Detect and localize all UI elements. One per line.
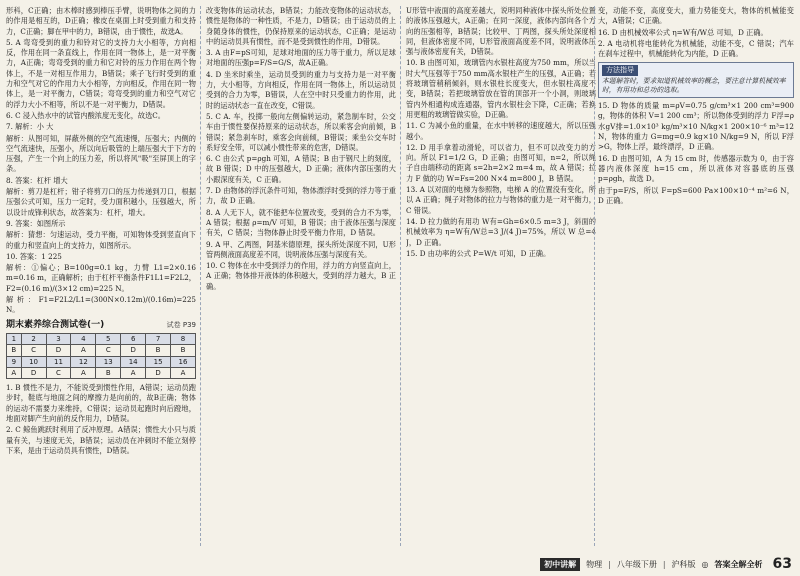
- column-2: [206, 6, 396, 546]
- table-cell: B: [96, 367, 121, 378]
- section-tag: 试卷 P39: [166, 320, 196, 329]
- table-cell: 2: [21, 333, 46, 344]
- brand-label: 初中讲解: [540, 558, 580, 571]
- paragraph: 改变物体的运动状态，B错误；力能改变物体的运动状态，惯性是物体的一种性质，不是力，D错误；由于运动员的上身随身体的惯性，仍保持原来的运动状态，C正确；是运动中的运动员具有惯性，而不是受到惯性的作用，D错误。: [206, 6, 396, 46]
- paragraph: 8. A 人无下人，就不能把车位置改变，受到的合力不为零，A 错误；根据 ρ=m/V 可知，B 错误；由于液体压强与深度有关，C 错误；当物体静止时受平衡力作用，D 错误。: [206, 207, 396, 238]
- table-cell: B: [146, 345, 171, 356]
- table-cell: A: [121, 367, 146, 378]
- paragraph: 7. D 由物体的浮沉条件可知，物体漂浮时受到的浮力等于重力，故 D 正确。: [206, 186, 396, 206]
- tip-title: 方法指导: [602, 65, 638, 75]
- table-cell: A: [7, 367, 22, 378]
- paragraph: 10. B 由图可知，玻璃管内水银柱高度为750 mm，所以当时大气压强等于750 mm高水银柱产生的压强，A正确；若将玻璃管稍稍倾斜，则水银柱长度变大，但水银柱高度不变，B错误；若把玻璃管放在管的顶部开一个小洞，则玻璃管内外相通构成连通器，管内水银柱会下降，C正确；若换用更粗的玻璃管做实验，D正确。: [406, 58, 596, 119]
- table-cell: A: [71, 345, 96, 356]
- table-row: [7, 356, 196, 367]
- table-cell: 7: [146, 333, 171, 344]
- table-cell: A: [171, 367, 196, 378]
- paragraph: 解析：猜想：匀速运动，受力平衡，可知物体受到竖直向下的重力和竖直向上的支持力，如图所示。: [6, 230, 196, 250]
- table-cell: C: [21, 345, 46, 356]
- column-3: [406, 6, 596, 546]
- page-number: 63: [772, 556, 792, 572]
- paragraph: 变，动能不变，高度变大，重力势能变大，物体的机械能变大，A错误；C正确。: [598, 6, 794, 26]
- table-cell: 9: [7, 356, 22, 367]
- separator: |: [662, 559, 666, 569]
- circle-icon: ◎: [701, 559, 709, 569]
- subject-label: 物理: [586, 559, 603, 569]
- paragraph: 10. C 物体在水中受到浮力的作用，浮力的方向竖直向上，A 正确；物体排开液体的体积越大，受到的浮力越大，B 正确。: [206, 261, 396, 291]
- section-heading: [6, 320, 196, 330]
- grade-label: 八年级下册: [616, 559, 657, 569]
- paragraph: 9. 答案：如图所示: [6, 218, 66, 228]
- paragraph: 16. D 由机械效率公式 η=W有/W总 可知，D 正确。: [598, 27, 768, 37]
- edition-label: 沪科版: [671, 559, 696, 569]
- paragraph: U形管中液面的高度差越大，说明同种液体中探头所处位置的液体压强越大，A正确；在同一深度，液体内部向各个方向的压强相等，B错误；比较甲、丁两图，探头所处深度相同，但液体密度不同，U形管液面高度差不同，说明液体压强与液体密度有关，D错误。: [406, 6, 596, 57]
- paragraph: 6. C 浸入热水中的试管内酸浓度无变化，故选C。: [6, 110, 165, 120]
- paragraph: 由于p=F/S，所以 F=pS=600 Pa×100×10⁻⁴ m²=6 N，D 正确。: [598, 185, 794, 205]
- table-cell: B: [7, 345, 22, 356]
- paragraph: 2. A 电动机将电能转化为机械能，动能不变，C 错误；汽车在刹车过程中，机械能转化为内能，D 正确。: [598, 38, 794, 59]
- paragraph: 解析：F1=F2L2/L1=(300N×0.12m)/(0.16m)=225 N。: [6, 295, 196, 315]
- paragraph: 15. D 由功率的公式 P=W/t 可知，D 正确。: [406, 248, 551, 258]
- table-cell: 12: [71, 356, 96, 367]
- table-cell: 14: [121, 356, 146, 367]
- table-cell: D: [121, 345, 146, 356]
- paragraph: 12. D 用手拿着动滑轮，可以省力，但不可以改变力的方向。所以 F1=1/2 G，D 正确；由图可知，n=2，所以绳子自由端移动的距离 s=2h=2×2 m=4 m，故 A 错误；拉力 F 做的功 W=Fs=200 N×4 m=800 J，B 错误。: [406, 142, 596, 183]
- paragraph: 11. C 为减小鱼的重量，在水中转移的速度越大，所以压强越小。: [406, 121, 596, 141]
- paragraph: 6. C 由公式 p=ρgh 可知，A 错误；B 由于钢尺上的刻度，故 B 错误；D 中的压强越大，D 正确；液体内部压强的大小跟深度有关，C 正确。: [206, 154, 396, 184]
- column-divider: [594, 6, 595, 546]
- paragraph: 1. B 惯性不是力，不能说受到惯性作用，A错误；运动员跑步时，鞋底与地面之间的摩擦力是向前的，故B正确；物体的运动不需要力来维持，C错误；运动员起跑时向后蹬地，地面对脚产生向前的反作用力，D错误。: [6, 383, 196, 423]
- paragraph: 形科，C正确；由木棒时感到棒压手臂，说明物体之间的力的作用是相互的，D正确；橡皮在桌面上时受到重力和支持力，C正确；脚在甲中的力，B错误，由于惯性，故选A。: [6, 6, 196, 36]
- table-cell: 15: [146, 356, 171, 367]
- paragraph: 解析：①偏心；B=100g=0.1 kg，力臂 L1=2×0.16 m=0.16 m，正确解析；由于杠杆平衡条件F1L1=F2L2，F2=(0.16 m)/(3×12 cm)=225 N。: [6, 263, 196, 293]
- paragraph: 4. D 坐米时乘坐，运动员受到的重力与支持力是一对平衡力，大小相等，方向相反，作用在同一物体上，所以运动员受到的合力为零，B错误，人在空中时只受重力的作用，此时的运动状态一直在改变，C错误。: [206, 69, 396, 110]
- table-row: [7, 333, 196, 344]
- table-cell: B: [171, 345, 196, 356]
- table-cell: C: [96, 345, 121, 356]
- method-tip-box: [598, 62, 794, 98]
- table-cell: 4: [71, 333, 96, 344]
- paragraph: 5. A 弯弯受到的重力和铃对它的支持力大小相等，方向相反，作用在同一条直线上，作用在同一物体上，是一对平衡力，A正确；弯弯受到的重力和它对铃的压力作用在两个物体上，不是一对相互作用力，B错误；乘子飞行时受到的重力和空气对它的作用力大小相等，方向相反，作用在同一物体上，是一对平衡力，C错误；弯弯受到的重力和空气对它的浮力大小不相等，所以不是一对平衡力，D错误。: [6, 37, 196, 109]
- table-cell: 6: [121, 333, 146, 344]
- paragraph: 7. 解析：小 大: [6, 122, 54, 132]
- table-cell: 10: [21, 356, 46, 367]
- paragraph: 15. D 物体的质量 m=ρV=0.75 g/cm³×1 200 cm³=900 g，物体的体积 V=1 200 cm³；所以物体受到的浮力 F浮=ρ水gV排=1.0×10³ kg/m³×10 N/kg×1 200×10⁻⁶ m³=12 N，物体的重力 G=mg=0.9 kg×10 N/kg=9 N，所以 F浮>G，物体上浮，最终漂浮，D 正确。: [598, 101, 794, 152]
- table-row: [7, 367, 196, 378]
- table-cell: 8: [171, 333, 196, 344]
- table-cell: C: [46, 367, 71, 378]
- column-4: [598, 6, 794, 546]
- table-cell: 3: [46, 333, 71, 344]
- table-row: [7, 345, 196, 356]
- paragraph: 14. D 拉力做的有用功 W有=Gh=6×0.5 m=3 J，斜面的机械效率为 η=W有/W总=3 J/(4 J)=75%，所以 W 总=4 J，D 正确。: [406, 216, 596, 247]
- column-divider: [200, 6, 201, 546]
- paragraph: 解析：从图可知，屏蔽外侧的空气流速慢，压强大；内侧的空气流速快，压强小，所以向后吸管的上端压强大于下方的压强，产生一个向上的压力差，所以将风"吸"至屏顶上的字条。: [6, 133, 196, 174]
- section-title: 期末素养综合测试卷(一): [6, 319, 105, 330]
- paragraph: 13. A 以对面的电梯为参照物，电梯 A 的位置没有变化，所以 A 正确；绳子对物体的拉力与物体的重力是一对平衡力，C 错误。: [406, 185, 596, 215]
- paragraph: 10. 答案：1 225: [6, 251, 62, 261]
- table-cell: D: [21, 367, 46, 378]
- column-1: [6, 6, 196, 546]
- paragraph: 8. 答案：杠杆 增大: [6, 175, 68, 185]
- paragraph: 5. C A. 车，投掷一般向左侧偏转运动，紧急制车时，公交车由于惯性要保持原来的运动状态，所以乘客会向前倾，B错误；紧急刹车时，乘客会向前倾，B错误；乘坐公交车时系好安全带，可以减小惯性带来的危害，D错误。: [206, 111, 396, 152]
- table-cell: A: [71, 367, 96, 378]
- answer-table: [6, 333, 196, 379]
- separator: |: [608, 559, 611, 569]
- paragraph: 9. A 甲、乙两图，阿基米德原理，探头所处深度不同，U形管两侧液面高度差不同，说明液体压强与深度有关。: [206, 239, 396, 259]
- page-footer: [0, 552, 800, 576]
- answers-label: 答案全解全析: [714, 559, 763, 569]
- table-cell: 16: [171, 356, 196, 367]
- paragraph: 2. C 鲸鱼跳跃时利用了反冲原理。A错误；惯性大小只与质量有关，与速度无关，B错误；运动员在冲刺时不能立刻停下来，是由于运动员具有惯性，D错误。: [6, 425, 196, 455]
- tip-text: 本题解答时，要求知道机械效率的概念，要注意计算机械效率时，有用功和总功的选取。: [602, 76, 786, 94]
- table-cell: D: [46, 345, 71, 356]
- table-cell: 5: [96, 333, 121, 344]
- table-cell: 11: [46, 356, 71, 367]
- table-cell: D: [146, 367, 171, 378]
- table-cell: 1: [7, 333, 22, 344]
- paragraph: 16. D 由图可知，A 为 15 cm 时，传感器示数为 0，由于容器内液体深度 h=15 cm，所以液体对容器底的压强 p=ρgh，故选 D。: [598, 153, 794, 184]
- table-cell: 13: [96, 356, 121, 367]
- paragraph: 3. A 由F=pS可知，足球对地面的压力等于重力，所以足球对地面的压强p=F/S=G/S，故A正确。: [206, 48, 396, 68]
- column-divider: [400, 6, 401, 546]
- paragraph: 解析：剪刀是杠杆；钳子将剪刀口的压力传递到刀口，根据压强公式可知，压力一定时，受力面积越小，压强越大，所以设计成锋利状态，故答案为：杠杆，增大。: [6, 187, 196, 217]
